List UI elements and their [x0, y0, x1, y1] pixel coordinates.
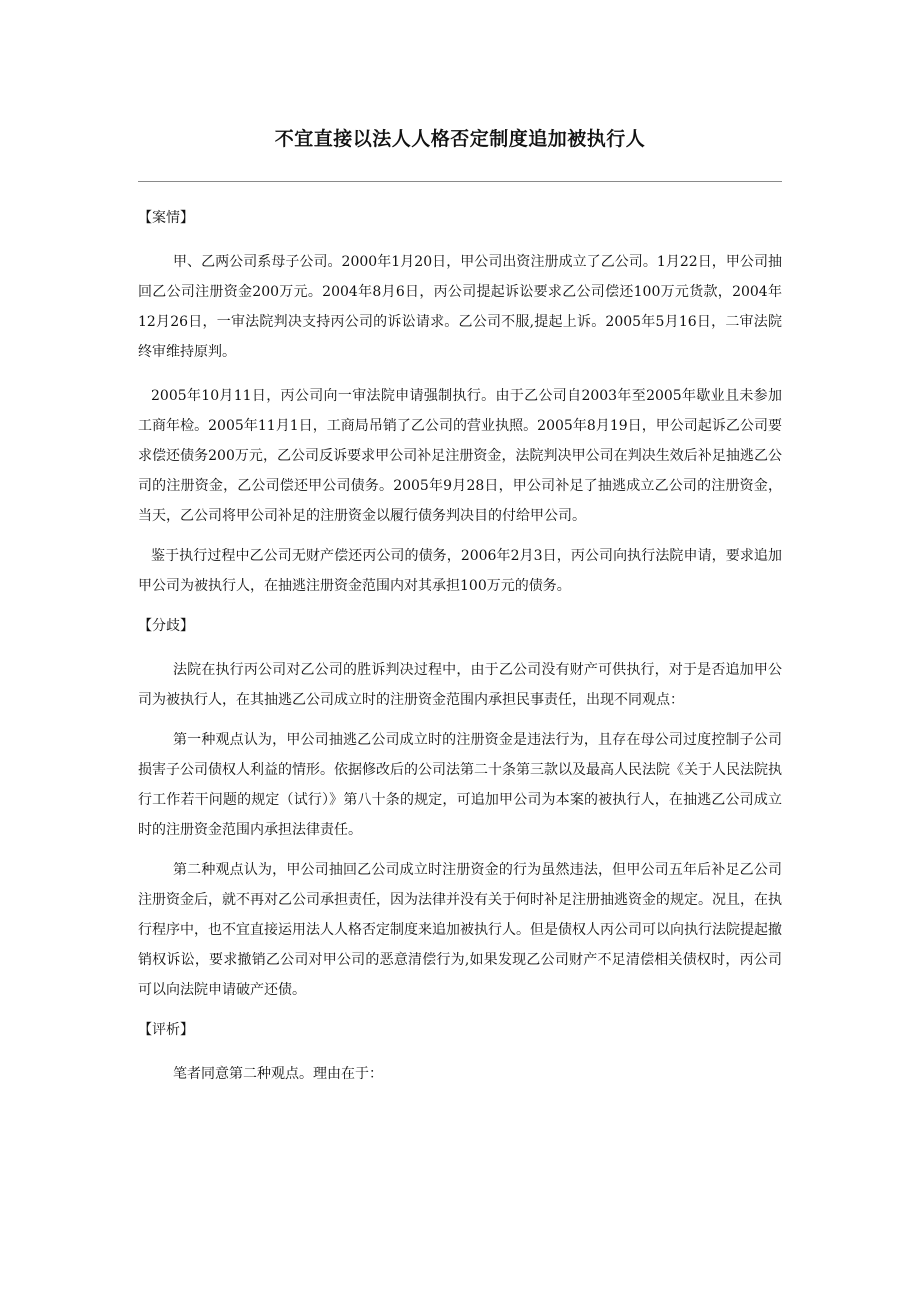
case-paragraph-3: 鉴于执行过程中乙公司无财产偿还丙公司的债务，2006年2月3日，丙公司向执行法院申请，要求追加甲公司为被执行人，在抽逃注册资金范围内对其承担100万元的债务。: [138, 548, 782, 594]
case-paragraph-1: 甲、乙两公司系母子公司。2000年1月20日，甲公司出资注册成立了乙公司。1月22日，甲公司抽回乙公司注册资金200万元。2004年8月6日，丙公司提起诉讼要求乙公司偿还100万元货款，2004年12月26日，一审法院判决支持丙公司的诉讼请求。乙公司不服,提起上诉。2005年5月16日，二审法院终审维持原判。: [138, 254, 782, 360]
dispute-paragraph-1: 法院在执行丙公司对乙公司的胜诉判决过程中，由于乙公司没有财产可供执行，对于是否追加甲公司为被执行人，在其抽逃乙公司成立时的注册资金范围内承担民事责任，出现不同观点：: [138, 662, 782, 708]
title-divider: [138, 181, 782, 182]
dispute-paragraph-2: 第一种观点认为，甲公司抽逃乙公司成立时的注册资金是违法行为，且存在母公司过度控制子公司损害子公司债权人利益的情形。依据修改后的公司法第二十条第三款以及最高人民法院《关于人民法院执行工作若干问题的规定（试行）》第八十条的规定，可追加甲公司为本案的被执行人，在抽逃乙公司成立时的注册资金范围内承担法律责任。: [138, 732, 782, 838]
document-body: [138, 203, 782, 1089]
analysis-paragraph-1: 笔者同意第二种观点。理由在于：: [173, 1066, 383, 1082]
section-heading-dispute: 【分歧】: [138, 618, 194, 634]
document-title: 不宜直接以法人人格否定制度追加被执行人: [274, 128, 646, 150]
section-heading-analysis: 【评析】: [138, 1022, 194, 1038]
section-heading-case: 【案情】: [138, 210, 194, 226]
dispute-paragraph-3: 第二种观点认为，甲公司抽回乙公司成立时注册资金的行为虽然违法，但甲公司五年后补足乙公司注册资金后，就不再对乙公司承担责任，因为法律并没有关于何时补足注册抽逃资金的规定。况且，在执行程序中，也不宜直接运用法人人格否定制度来追加被执行人。但是债权人丙公司可以向执行法院提起撤销权诉讼，要求撤销乙公司对甲公司的恶意清偿行为,如果发现乙公司财产不足清偿相关债权时，丙公司可以向法院申请破产还债。: [138, 862, 782, 998]
case-paragraph-2: 2005年10月11日，丙公司向一审法院申请强制执行。由于乙公司自2003年至2005年歇业且未参加工商年检。2005年11月1日，工商局吊销了乙公司的营业执照。2005年8月19日，甲公司起诉乙公司要求偿还债务200万元，乙公司反诉要求甲公司补足注册资金，法院判决甲公司在判决生效后补足抽逃乙公司的注册资金，乙公司偿还甲公司债务。2005年9月28日，甲公司补足了抽逃成立乙公司的注册资金，当天，乙公司将甲公司补足的注册资金以履行债务判决目的付给甲公司。: [138, 388, 782, 524]
